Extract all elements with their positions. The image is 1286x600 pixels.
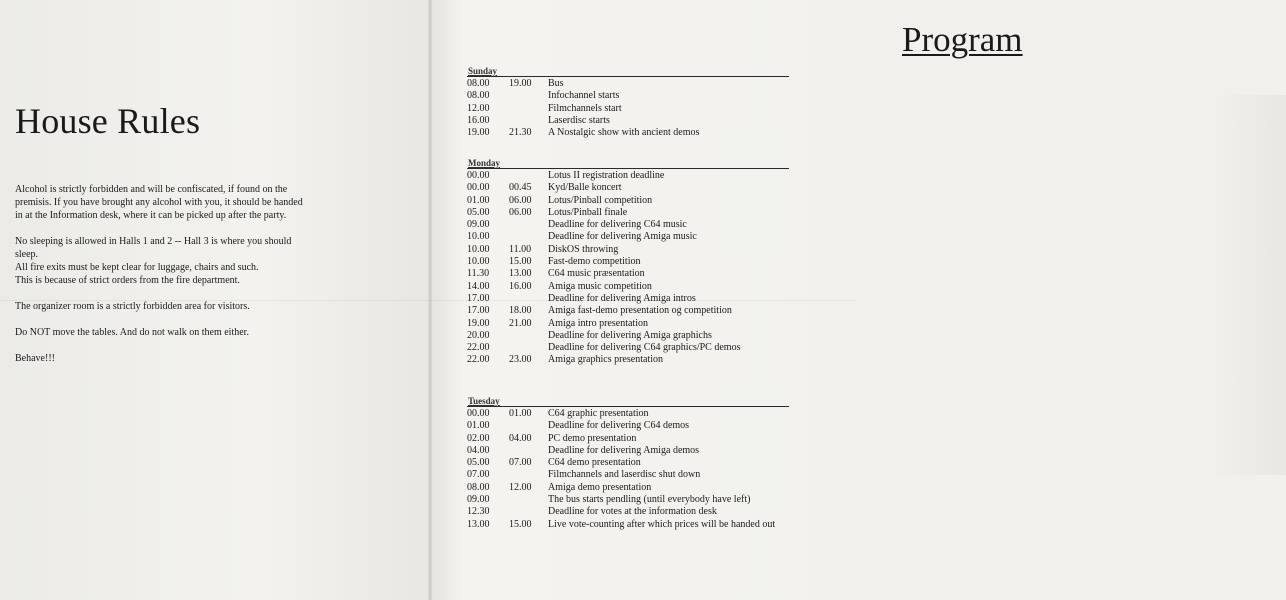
schedule-row: [467, 482, 789, 494]
day-section-tuesday: [467, 397, 789, 531]
schedule-start: 17.00: [467, 292, 490, 304]
schedule-event: Deadline for delivering Amiga demos: [548, 444, 700, 456]
schedule-event: C64 demo presentation: [548, 457, 641, 469]
schedule-event: C64 music præsentation: [548, 268, 645, 280]
schedule-row: [467, 506, 789, 518]
day-label: Monday: [468, 158, 501, 168]
schedule-event: Lotus/Pinball competition: [548, 194, 653, 206]
schedule-event: Deadline for delivering C64 graphics/PC demos: [548, 342, 741, 354]
program-title: Program: [902, 20, 1023, 59]
house-rules-title: House Rules: [15, 101, 201, 141]
schedule-start: 12.30: [467, 506, 490, 518]
schedule-end: [509, 90, 548, 102]
schedule-row: [467, 103, 789, 115]
schedule-start: 10.00: [467, 231, 490, 243]
schedule-end: 15.00: [509, 256, 532, 268]
schedule-event: Amiga demo presentation: [548, 481, 652, 493]
schedule-start: 17.00: [467, 305, 490, 317]
schedule-row: [467, 115, 789, 127]
day-section-sunday: [467, 67, 789, 139]
schedule-end: [509, 103, 548, 115]
schedule-row: [467, 519, 789, 531]
rule-line: This is because of strict orders from the fire department.: [15, 275, 240, 286]
schedule-row: [467, 420, 789, 432]
schedule-end: 11.00: [509, 243, 532, 255]
schedule-row: [467, 445, 789, 457]
schedule-event: Deadline for delivering Amiga intros: [548, 292, 696, 304]
schedule-end: 16.00: [509, 280, 532, 292]
schedule-start: 20.00: [467, 329, 490, 341]
schedule-row: [467, 90, 789, 102]
schedule-row: [467, 231, 789, 243]
schedule-start: 08.00: [467, 90, 490, 102]
schedule-event: Lotus/Pinball finale: [548, 206, 628, 218]
schedule-start: 12.00: [467, 102, 490, 114]
paper-crease: [0, 300, 856, 301]
schedule-start: 09.00: [467, 219, 490, 231]
schedule-event: Amiga music competition: [548, 280, 652, 292]
rule-paragraph: [15, 235, 350, 287]
day-divider: [467, 406, 789, 407]
schedule-start: 10.00: [467, 243, 490, 255]
schedule-end: [509, 231, 548, 243]
schedule-row: [467, 330, 789, 342]
schedule-end: 23.00: [509, 354, 532, 366]
schedule-row: [467, 494, 789, 506]
schedule-row: [467, 433, 789, 445]
schedule-start: 00.00: [467, 408, 490, 419]
rule-paragraph: [15, 352, 350, 365]
schedule-row: [467, 469, 789, 481]
schedule-event: Infochannel starts: [548, 90, 620, 102]
schedule-row: [467, 182, 789, 194]
schedule-end: 12.00: [509, 481, 532, 493]
schedule-start: 08.00: [467, 78, 490, 89]
rule-line: premisis. If you have brought any alcohol with you, it should be handed: [15, 197, 303, 208]
rule-paragraph: [15, 300, 350, 313]
schedule-row: [467, 268, 789, 280]
schedule-end: 18.00: [509, 305, 532, 317]
schedule-end: [509, 506, 548, 518]
rule-line: Behave!!!: [15, 353, 55, 364]
rule-line: All fire exits must be kept clear for luggage, chairs and such.: [15, 262, 259, 273]
schedule-end: [509, 342, 548, 354]
schedule-start: 08.00: [467, 481, 490, 493]
schedule-start: 19.00: [467, 127, 490, 139]
schedule-event: Fast-demo competition: [548, 256, 641, 268]
schedule-start: 22.00: [467, 342, 490, 354]
schedule-end: 06.00: [509, 194, 532, 206]
schedule-event: The bus starts pendling (until everybody have left): [548, 494, 751, 506]
schedule-event: Deadline for delivering C64 music: [548, 219, 687, 231]
schedule-event: Amiga fast-demo presentation og competition: [548, 305, 732, 317]
schedule-end: 07.00: [509, 457, 532, 469]
schedule-end: [509, 469, 548, 481]
day-label: Tuesday: [468, 396, 500, 406]
schedule-end: 00.45: [509, 182, 532, 194]
day-divider: [467, 168, 789, 169]
schedule-event: Amiga intro presentation: [548, 317, 648, 329]
schedule-event: PC demo presentation: [548, 432, 637, 444]
schedule-end: [509, 445, 548, 457]
rule-line: No sleeping is allowed in Halls 1 and 2 -- Hall 3 is where you should: [15, 236, 292, 247]
schedule-event: Lotus II registration deadline: [548, 170, 665, 181]
schedule-end: [509, 170, 548, 182]
schedule-end: [509, 330, 548, 342]
schedule-start: 05.00: [467, 206, 490, 218]
schedule-start: 22.00: [467, 354, 490, 366]
schedule-event: DiskOS throwing: [548, 243, 619, 255]
schedule-end: [509, 219, 548, 231]
house-rules-body: [15, 183, 350, 378]
schedule-start: 09.00: [467, 494, 490, 506]
schedule-event: Live vote-counting after which prices will be handed out: [548, 518, 776, 530]
schedule-row: [467, 342, 789, 354]
schedule-row: [467, 305, 789, 317]
schedule-event: C64 graphic presentation: [548, 408, 649, 419]
schedule-start: 01.00: [467, 194, 490, 206]
schedule-end: 21.00: [509, 317, 532, 329]
schedule-event: Filmchannels and laserdisc shut down: [548, 469, 701, 481]
schedule-row: [467, 78, 789, 90]
schedule-end: 19.00: [509, 78, 532, 89]
schedule-end: 01.00: [509, 408, 532, 419]
schedule-row: [467, 207, 789, 219]
day-label: Sunday: [468, 66, 498, 76]
rule-line: Alcohol is strictly forbidden and will be confiscated, if found on the: [15, 184, 288, 195]
schedule-end: 06.00: [509, 206, 532, 218]
schedule-row: [467, 354, 789, 366]
schedule-row: [467, 457, 789, 469]
schedule-event: A Nostalgic show with ancient demos: [548, 127, 700, 139]
schedule-start: 11.30: [467, 268, 490, 280]
rule-paragraph: [15, 183, 350, 222]
schedule-event: Laserdisc starts: [548, 114, 610, 126]
schedule-end: 15.00: [509, 518, 532, 530]
schedule-row: [467, 127, 789, 139]
schedule-row: [467, 281, 789, 293]
schedule-end: 13.00: [509, 268, 532, 280]
schedule-row: [467, 256, 789, 268]
schedule-event: Deadline for delivering Amiga graphichs: [548, 329, 712, 341]
schedule-start: 01.00: [467, 420, 490, 432]
schedule-start: 02.00: [467, 432, 490, 444]
schedule-end: [509, 115, 548, 127]
schedule-start: 07.00: [467, 469, 490, 481]
schedule-start: 14.00: [467, 280, 490, 292]
schedule-start: 00.00: [467, 182, 490, 194]
schedule-row: [467, 170, 789, 182]
schedule-row: [467, 318, 789, 330]
schedule-start: 10.00: [467, 256, 490, 268]
schedule-end: 21.30: [509, 127, 532, 139]
schedule-event: Amiga graphics presentation: [548, 354, 663, 366]
schedule-start: 00.00: [467, 170, 490, 181]
show-through-shadow: [1210, 95, 1286, 475]
schedule-row: [467, 244, 789, 256]
schedule-start: 13.00: [467, 518, 490, 530]
day-header: [467, 159, 789, 170]
day-divider: [467, 76, 789, 77]
rule-line: in at the Information desk, where it can be picked up after the party.: [15, 210, 287, 221]
schedule-start: 04.00: [467, 444, 490, 456]
schedule-start: 05.00: [467, 457, 490, 469]
rule-line: sleep.: [15, 249, 39, 260]
day-section-monday: [467, 159, 789, 367]
schedule-start: 19.00: [467, 317, 490, 329]
schedule-event: Deadline for delivering Amiga music: [548, 231, 697, 243]
day-header: [467, 67, 789, 78]
schedule-row: [467, 219, 789, 231]
schedule-event: Deadline for votes at the information desk: [548, 506, 717, 518]
schedule-start: 16.00: [467, 114, 490, 126]
schedule-event: Kyd/Balle koncert: [548, 182, 622, 194]
schedule-event: Deadline for delivering C64 demos: [548, 420, 690, 432]
schedule-end: 04.00: [509, 432, 532, 444]
schedule-end: [509, 494, 548, 506]
schedule-event: Filmchannels start: [548, 102, 622, 114]
schedule-end: [509, 420, 548, 432]
schedule-row: [467, 195, 789, 207]
rule-paragraph: [15, 326, 350, 339]
rule-line: The organizer room is a strictly forbidden area for visitors.: [15, 301, 250, 312]
rule-line: Do NOT move the tables. And do not walk on them either.: [15, 327, 249, 338]
schedule-event: Bus: [548, 78, 564, 89]
day-header: [467, 397, 789, 408]
schedule-row: [467, 408, 789, 420]
